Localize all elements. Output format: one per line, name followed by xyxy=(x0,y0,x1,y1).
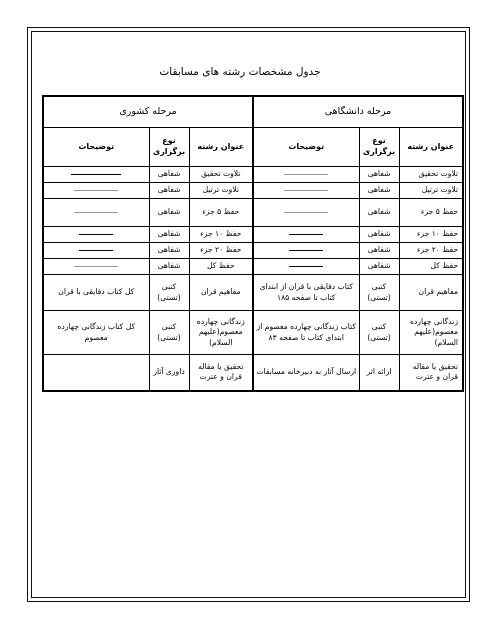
competition-table xyxy=(42,95,464,392)
nat-type: شفاهی xyxy=(149,259,189,275)
table-row xyxy=(43,259,463,275)
group-header-row xyxy=(43,96,463,128)
nat-notes xyxy=(43,355,149,391)
nat-field: تحقیق یا مقاله قران و عترت xyxy=(189,355,253,391)
nat-type: شفاهی xyxy=(149,167,189,183)
nat-notes-dash xyxy=(43,243,149,259)
nat-field: حفظ ۱۰ جزء xyxy=(189,227,253,243)
uni-field: حفظ ۲۰ جزء xyxy=(399,243,463,259)
table-row xyxy=(43,167,463,183)
nat-notes-dash xyxy=(43,227,149,243)
uni-field: زندگانی چهارده معصوم(علیهم السلام) xyxy=(399,311,463,355)
uni-field: تلاوت تحقیق xyxy=(399,167,463,183)
nat-type: کتبی (تستی) xyxy=(149,311,189,355)
page-title: جدول مشخصات رشته های مسابقات xyxy=(159,66,321,78)
uni-notes: کتاب دقایقی با قران از ابتدای کتاب تا صفحه ۱۸۵ xyxy=(253,275,359,311)
table-row xyxy=(43,355,463,391)
uni-field: حفظ ۱۰ جزء xyxy=(399,227,463,243)
col-uni-field: عنوان رشته xyxy=(399,128,463,167)
nat-field: حفظ کل xyxy=(189,259,253,275)
uni-type: شفاهی xyxy=(359,199,399,227)
uni-field: حفظ کل xyxy=(399,259,463,275)
uni-field: تلاوت ترتیل xyxy=(399,183,463,199)
uni-type: کتبی (تستی) xyxy=(359,311,399,355)
nat-notes-dash xyxy=(43,183,149,199)
group-national: مرحله کشوری xyxy=(43,96,253,128)
group-university: مرحله دانشگاهی xyxy=(253,96,463,128)
uni-notes-dash xyxy=(253,199,359,227)
nat-field: تلاوت ترتیل xyxy=(189,183,253,199)
uni-type: شفاهی xyxy=(359,227,399,243)
nat-type: شفاهی xyxy=(149,183,189,199)
uni-type: ارائه اثر xyxy=(359,355,399,391)
nat-type: شفاهی xyxy=(149,199,189,227)
table-row xyxy=(43,275,463,311)
nat-field: حفظ ۵ جزء xyxy=(189,199,253,227)
table-row xyxy=(43,243,463,259)
nat-type: شفاهی xyxy=(149,243,189,259)
uni-notes-dash xyxy=(253,183,359,199)
uni-field: حفظ ۵ جزء xyxy=(399,199,463,227)
uni-field: مفاهیم قران xyxy=(399,275,463,311)
nat-notes-dash xyxy=(43,259,149,275)
table-row xyxy=(43,311,463,355)
uni-notes: کتاب زندگانی چهارده معصوم از ابتدای کتاب تا صفحه ۸۳ xyxy=(253,311,359,355)
col-nat-field: عنوان رشته xyxy=(189,128,253,167)
nat-notes: کل کتاب زندگانی چهارده معصوم xyxy=(43,311,149,355)
column-header-row xyxy=(43,128,463,167)
uni-type: شفاهی xyxy=(359,183,399,199)
col-uni-notes: توضیحات xyxy=(253,128,359,167)
uni-notes-dash xyxy=(253,243,359,259)
nat-field: تلاوت تحقیق xyxy=(189,167,253,183)
nat-type: کتبی (تستی) xyxy=(149,275,189,311)
nat-field: حفظ ۲۰ جزء xyxy=(189,243,253,259)
nat-notes-dash xyxy=(43,199,149,227)
uni-type: شفاهی xyxy=(359,259,399,275)
col-nat-type: نوع برگزاری xyxy=(149,128,189,167)
table-row xyxy=(43,199,463,227)
uni-notes-dash xyxy=(253,227,359,243)
nat-field: مفاهیم قران xyxy=(189,275,253,311)
uni-notes-dash xyxy=(253,167,359,183)
uni-type: شفاهی xyxy=(359,167,399,183)
nat-type: داوری آثار xyxy=(149,355,189,391)
table-row xyxy=(43,227,463,243)
nat-notes: کل کتاب دقایقی با قران xyxy=(43,275,149,311)
nat-field: زندگانی چهارده معصوم(علیهم السلام) xyxy=(189,311,253,355)
uni-notes: ارسال آثار به دبیرخانه مسابقات xyxy=(253,355,359,391)
uni-field: تحقیق یا مقاله قران و عترت xyxy=(399,355,463,391)
nat-type: شفاهی xyxy=(149,227,189,243)
uni-type: شفاهی xyxy=(359,243,399,259)
nat-notes-dash xyxy=(43,167,149,183)
table-row xyxy=(43,183,463,199)
col-uni-type: نوع برگزاری xyxy=(359,128,399,167)
uni-notes-dash xyxy=(253,259,359,275)
uni-type: کتبی (تستی) xyxy=(359,275,399,311)
col-nat-notes: توضیحات xyxy=(43,128,149,167)
